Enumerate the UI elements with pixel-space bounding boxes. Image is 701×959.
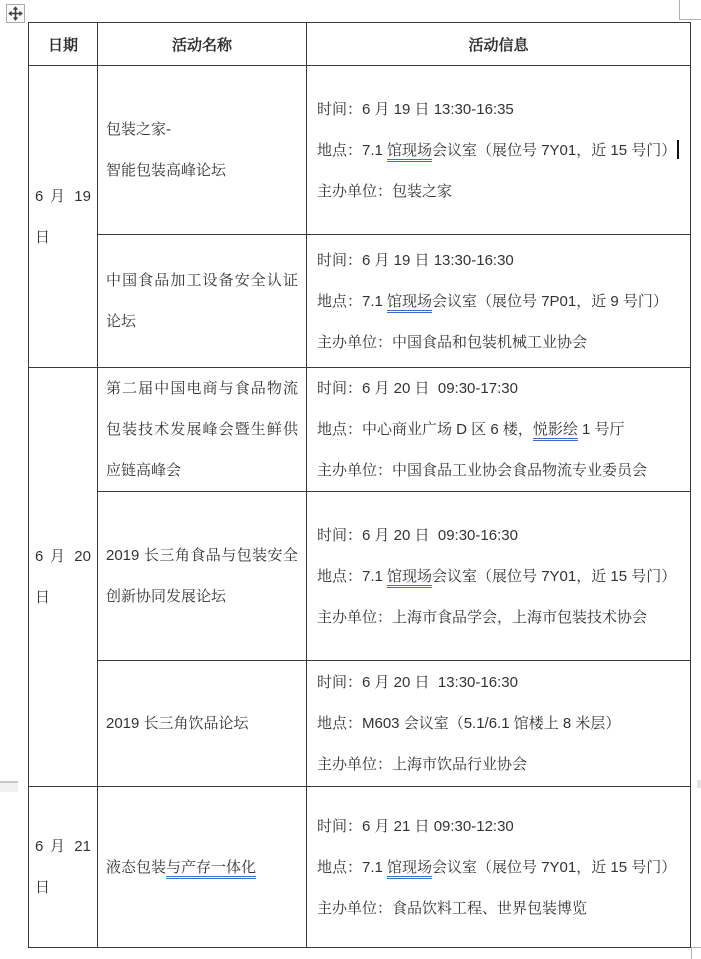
event-info-line bbox=[317, 806, 680, 847]
event-info-cell[interactable] bbox=[307, 661, 691, 787]
text-segment: 主办单位：中国食品工业协会食品物流专业委员会 bbox=[317, 462, 648, 479]
event-info-line bbox=[317, 409, 680, 450]
events-table bbox=[28, 22, 691, 948]
text-segment: 中国食品加工设备安全认证论坛 bbox=[106, 272, 298, 330]
text-segment: 主办单位：上海市食品学会，上海市包装技术协会 bbox=[317, 608, 648, 626]
date-text: 6 月 21 日 bbox=[35, 838, 96, 896]
page-corner-mark-top-right bbox=[679, 0, 701, 20]
grammar-underline-text: 与产存一体化 bbox=[166, 859, 256, 879]
text-segment: 会议室（展位号 7Y01，近 15 号门） bbox=[432, 858, 677, 876]
text-segment: 地点：7.1 bbox=[317, 567, 388, 585]
table-row bbox=[29, 66, 691, 235]
event-name-line bbox=[106, 535, 298, 617]
event-info-line bbox=[317, 171, 680, 212]
date-text: 6 月 19 日 bbox=[35, 187, 96, 246]
text-segment: 会议室（展位号 7Y01，近 15 号门） bbox=[432, 141, 677, 159]
event-info-line bbox=[317, 597, 680, 638]
col-header-event-info[interactable]: 活动信息 bbox=[307, 23, 691, 66]
grammar-underline-text: 悦影绘 bbox=[533, 421, 578, 441]
event-info-line bbox=[317, 450, 680, 491]
event-name-cell[interactable] bbox=[98, 492, 307, 661]
event-name-cell[interactable] bbox=[98, 787, 307, 948]
event-info-cell[interactable] bbox=[307, 66, 691, 235]
table-row bbox=[29, 368, 691, 492]
text-segment: 时间：6 月 20 日 09:30-17:30 bbox=[317, 380, 518, 397]
event-name-line bbox=[106, 150, 298, 191]
text-segment: 时间：6 月 19 日 13:30-16:30 bbox=[317, 251, 514, 269]
text-segment: 智能包装高峰论坛 bbox=[106, 162, 227, 179]
grammar-underline-text: 馆现场 bbox=[387, 568, 432, 588]
date-text: 6 月 20 日 bbox=[35, 548, 96, 606]
event-info-line bbox=[317, 888, 680, 929]
page-corner-mark-bottom-right bbox=[691, 947, 701, 959]
event-info-line bbox=[317, 556, 680, 597]
text-segment: 主办单位：包装之家 bbox=[317, 182, 453, 200]
text-segment: 地点：M603 会议室（5.1/6.1 馆楼上 8 米层） bbox=[317, 715, 621, 732]
text-segment: 地点：7.1 bbox=[317, 858, 388, 876]
event-info-line bbox=[317, 847, 680, 888]
event-info-cell[interactable] bbox=[307, 235, 691, 368]
event-name-cell[interactable] bbox=[98, 661, 307, 787]
table-row bbox=[29, 787, 691, 948]
text-segment: 主办单位：中国食品和包装机械工业协会 bbox=[317, 333, 588, 351]
grammar-underline-text: 馆现场 bbox=[387, 859, 432, 879]
text-segment: 主办单位：食品饮料工程、世界包装博览 bbox=[317, 899, 588, 917]
text-segment: 第二届中国电商与食品物流包装技术发展峰会暨生鲜供应链高峰会 bbox=[106, 380, 298, 479]
text-segment: 2019 长三角饮品论坛 bbox=[106, 715, 249, 732]
table-row bbox=[29, 661, 691, 787]
col-header-date[interactable]: 日期 bbox=[29, 23, 98, 66]
header-row bbox=[29, 23, 691, 66]
event-info-line bbox=[317, 662, 680, 703]
text-segment: 主办单位：上海市饮品行业协会 bbox=[317, 756, 528, 773]
text-segment: 时间：6 月 21 日 09:30-12:30 bbox=[317, 817, 514, 835]
date-cell-group-1[interactable] bbox=[29, 368, 98, 787]
text-segment: 包装之家- bbox=[106, 121, 171, 138]
text-segment: 液态包装 bbox=[106, 858, 167, 876]
event-name-cell[interactable] bbox=[98, 235, 307, 368]
table-move-handle[interactable] bbox=[6, 4, 25, 23]
text-segment: 2019 长三角食品与包装安全创新协同发展论坛 bbox=[106, 547, 298, 605]
grammar-underline-text: 馆现场 bbox=[387, 293, 432, 313]
event-info-line bbox=[317, 89, 680, 130]
event-info-cell[interactable] bbox=[307, 787, 691, 948]
col-header-event-name[interactable]: 活动名称 bbox=[98, 23, 307, 66]
event-info-cell[interactable] bbox=[307, 368, 691, 492]
event-info-cell[interactable] bbox=[307, 492, 691, 661]
text-cursor bbox=[677, 140, 679, 159]
text-segment: 地点：7.1 bbox=[317, 141, 388, 159]
table-row bbox=[29, 492, 691, 661]
event-name-line bbox=[106, 109, 298, 150]
event-name-line bbox=[106, 368, 298, 491]
event-info-line bbox=[317, 130, 680, 171]
event-name-cell[interactable] bbox=[98, 368, 307, 492]
event-name-line bbox=[106, 703, 298, 744]
grammar-underline-text: 馆现场 bbox=[387, 142, 432, 162]
event-info-line bbox=[317, 240, 680, 281]
text-segment: 1 号厅 bbox=[577, 421, 625, 438]
left-margin-fragment bbox=[0, 781, 18, 792]
event-name-line bbox=[106, 847, 298, 888]
text-segment: 时间：6 月 20 日 09:30-16:30 bbox=[317, 526, 518, 544]
event-info-line bbox=[317, 703, 680, 744]
event-info-line bbox=[317, 515, 680, 556]
event-info-line bbox=[317, 744, 680, 785]
event-name-cell[interactable] bbox=[98, 66, 307, 235]
move-arrows-icon bbox=[8, 6, 23, 21]
text-segment: 会议室（展位号 7P01，近 9 号门） bbox=[432, 292, 668, 310]
date-cell-group-2[interactable] bbox=[29, 787, 98, 948]
text-segment: 地点：中心商业广场 D 区 6 楼， bbox=[317, 421, 533, 438]
text-segment: 时间：6 月 19 日 13:30-16:35 bbox=[317, 100, 514, 118]
table-row bbox=[29, 235, 691, 368]
text-segment: 时间：6 月 20 日 13:30-16:30 bbox=[317, 674, 518, 691]
date-cell-group-0[interactable] bbox=[29, 66, 98, 368]
event-name-line bbox=[106, 260, 298, 342]
event-info-line bbox=[317, 368, 680, 409]
text-segment: 会议室（展位号 7Y01，近 15 号门） bbox=[432, 567, 677, 585]
text-segment: 地点：7.1 bbox=[317, 292, 388, 310]
event-info-line bbox=[317, 281, 680, 322]
right-margin-fragment bbox=[697, 780, 701, 788]
event-info-line bbox=[317, 322, 680, 363]
